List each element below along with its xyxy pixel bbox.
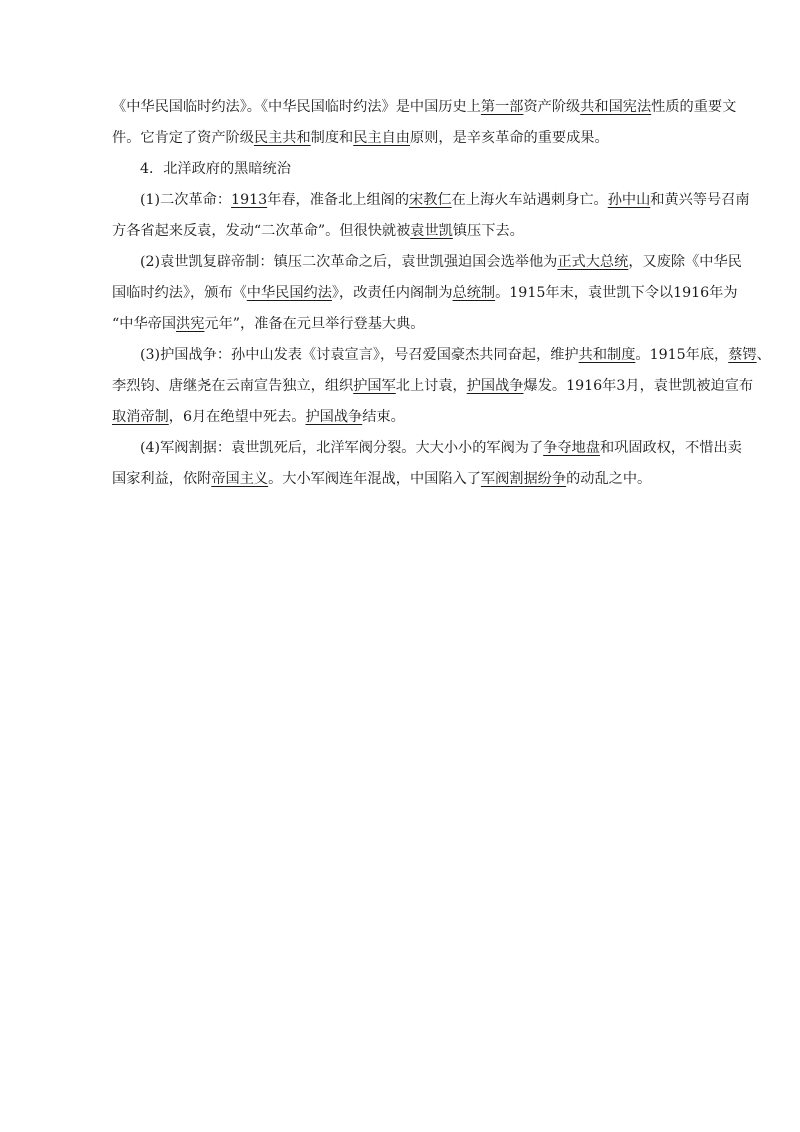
text-segment: 。1915年末，袁世凯下令以1916年为 bbox=[495, 285, 738, 301]
underlined-term: 孙中山 bbox=[607, 192, 651, 208]
underlined-term: 军阀割据纷争 bbox=[480, 471, 567, 487]
text-segment: 北上讨袁， bbox=[395, 378, 467, 394]
underlined-term: 民主共和 bbox=[253, 130, 311, 146]
text-segment: 资产阶级 bbox=[523, 99, 581, 115]
text-segment: 国家利益，依附 bbox=[112, 471, 212, 487]
underlined-term: 洪宪 bbox=[176, 316, 205, 332]
underlined-term: 袁世凯 bbox=[410, 223, 453, 239]
text-segment: (1)二次革命： bbox=[140, 192, 232, 208]
text-segment: 制度和 bbox=[310, 130, 354, 146]
text-line bbox=[112, 340, 771, 371]
text-line bbox=[112, 464, 712, 495]
text-line bbox=[112, 185, 750, 216]
text-segment: 《中华民国临时约法》。《中华民国临时约法》是中国历史上 bbox=[112, 99, 481, 115]
document-body bbox=[112, 92, 771, 495]
underlined-term: 护国战争 bbox=[466, 378, 524, 394]
text-segment: 件。它肯定了资产阶级 bbox=[112, 130, 254, 146]
text-line bbox=[112, 433, 742, 464]
underlined-term: 帝国主义 bbox=[211, 471, 269, 487]
text-segment: 元年”，准备在元旦举行登基大典。 bbox=[204, 316, 425, 332]
text-line bbox=[112, 371, 754, 402]
underlined-term: 共和国宪法 bbox=[580, 99, 652, 115]
text-segment: (2)袁世凯复辟帝制：镇压二次革命之后，袁世凯强迫国会选举他为 bbox=[140, 254, 558, 270]
text-segment: 结束。 bbox=[362, 409, 405, 425]
text-segment: 。1915年底， bbox=[635, 347, 729, 363]
underlined-term: 蔡锷 bbox=[728, 347, 757, 363]
text-segment: 和黄兴等号召南 bbox=[650, 192, 750, 208]
underlined-term: 1913 bbox=[231, 192, 268, 208]
text-segment: 、 bbox=[756, 347, 771, 363]
text-line bbox=[112, 309, 712, 340]
underlined-term: 共和制度 bbox=[578, 347, 636, 363]
text-segment: 爆发。1916年3月，袁世凯被迫宣布 bbox=[523, 378, 754, 394]
underlined-term: 正式大总统 bbox=[557, 254, 629, 270]
text-segment: 原则，是辛亥革命的重要成果。 bbox=[410, 130, 609, 146]
text-segment: 》，改责任内阁制为 bbox=[331, 285, 453, 301]
text-segment: 。大小军阀连年混战，中国陷入了 bbox=[268, 471, 481, 487]
text-segment: 李烈钧、唐继尧在云南宣告独立，组织 bbox=[112, 378, 354, 394]
text-segment: 和巩固政权，不惜出卖 bbox=[599, 440, 742, 456]
underlined-term: 争夺地盘 bbox=[543, 440, 600, 456]
text-segment: ，6月在绝望中死去。 bbox=[168, 409, 306, 425]
text-line bbox=[112, 247, 742, 278]
text-segment: 国临时约法》，颁布《 bbox=[112, 285, 247, 301]
text-segment: ，又废除《中华民 bbox=[628, 254, 742, 270]
text-segment: (4)军阀割据：袁世凯死后，北洋军阀分裂。大大小小的军阀为了 bbox=[140, 440, 544, 456]
underlined-term: 护国战争 bbox=[305, 409, 363, 425]
text-line bbox=[112, 123, 712, 154]
underlined-term: 宋教仁 bbox=[409, 192, 452, 208]
text-segment: 性质的重要文 bbox=[651, 99, 737, 115]
section-heading: 4．北洋政府的黑暗统治 bbox=[140, 161, 291, 177]
text-line bbox=[112, 216, 712, 247]
underlined-term: 民主自由 bbox=[353, 130, 410, 146]
underlined-term: 护国军 bbox=[353, 378, 396, 394]
text-line bbox=[112, 278, 738, 309]
text-line bbox=[112, 402, 712, 433]
underlined-term: 第一部 bbox=[480, 99, 524, 115]
text-line bbox=[112, 92, 737, 123]
text-segment: 镇压下去。 bbox=[452, 223, 524, 239]
text-segment: 年春，准备北上组阁的 bbox=[267, 192, 410, 208]
text-segment: 在上海火车站遇刺身亡。 bbox=[451, 192, 608, 208]
underlined-term: 取消帝制 bbox=[112, 409, 169, 425]
text-segment: 的动乱之中。 bbox=[566, 471, 652, 487]
text-segment: 方各省起来反袁，发动“二次革命”。但很快就被 bbox=[112, 223, 411, 239]
underlined-term: 中华民国约法 bbox=[246, 285, 332, 301]
text-segment: (3)护国战争：孙中山发表《讨袁宣言》，号召爱国豪杰共同奋起，维护 bbox=[140, 347, 579, 363]
text-segment: “中华帝国 bbox=[112, 316, 177, 332]
underlined-term: 总统制 bbox=[452, 285, 496, 301]
